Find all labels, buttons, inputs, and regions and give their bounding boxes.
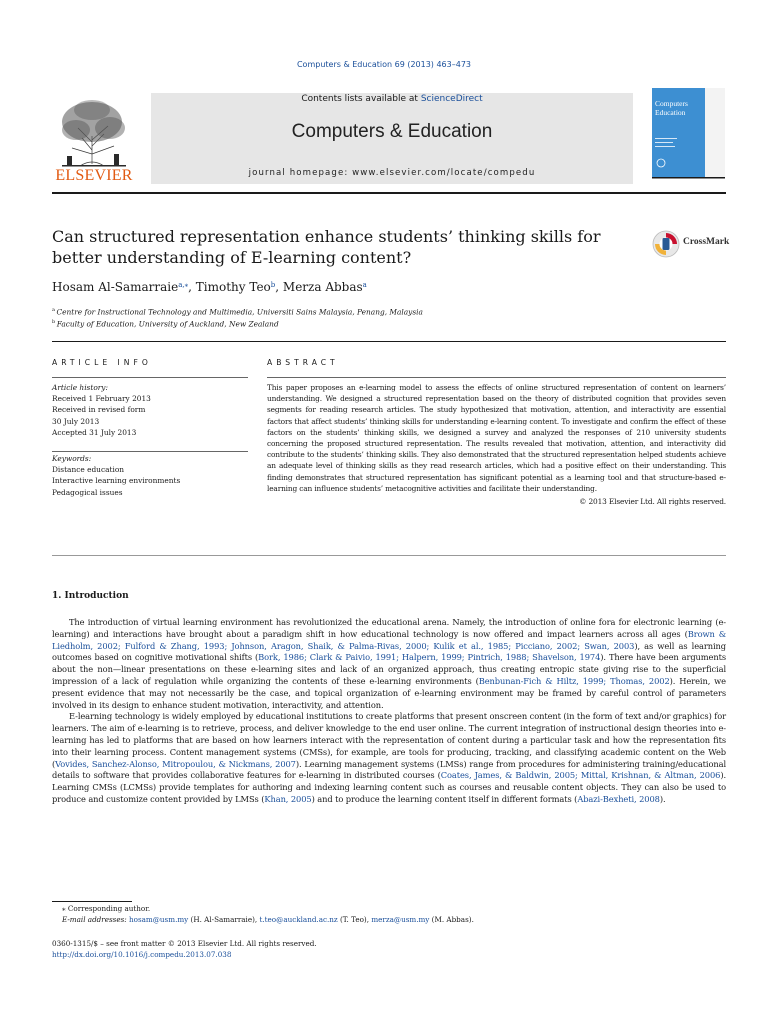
footnote-rule bbox=[52, 901, 132, 902]
citation-link[interactable]: Bork, 1986; Clark & Paivio, 1991; Halpern, 1999; Pintrich, 1988; Shavelson, 1974 bbox=[258, 652, 601, 663]
citation-link[interactable]: Vovides, Sanchez-Alonso, Mitropoulou, & Nickmans, 2007 bbox=[55, 758, 296, 769]
abstract-bottom-rule bbox=[52, 555, 726, 556]
paragraph-text: ), as well as learning outcomes based on cognitive motivational shifts ( bbox=[52, 640, 726, 663]
introduction-heading: 1. Introduction bbox=[52, 591, 129, 601]
abstract-heading: ABSTRACT bbox=[267, 358, 339, 367]
issn-line: 0360-1315/$ – see front matter © 2013 Elsevier Ltd. All rights reserved. bbox=[52, 939, 317, 948]
history-item: 30 July 2013 bbox=[52, 416, 100, 426]
affiliation-line: $^b$ Faculty of Education, University of Auckland, New Zealand bbox=[52, 319, 279, 329]
author-name: Hosam Al-Samarraie bbox=[52, 280, 179, 294]
footnotes bbox=[52, 904, 726, 925]
history-label: Article history: bbox=[52, 383, 108, 392]
history-item: Accepted 31 July 2013 bbox=[52, 427, 137, 437]
info-rule bbox=[52, 451, 248, 452]
keyword-item: Pedagogical issues bbox=[52, 487, 123, 497]
citation-link[interactable]: Khan, 2005 bbox=[264, 793, 312, 804]
doi-link[interactable]: http://dx.doi.org/10.1016/j.compedu.2013.07.038 bbox=[52, 949, 232, 959]
contents-prefix: Contents lists available at bbox=[301, 94, 421, 104]
keyword-item: Distance education bbox=[52, 465, 125, 475]
citation-link[interactable]: Benbunan-Fich & Hiltz, 1999; Thomas, 2002 bbox=[478, 675, 670, 686]
keywords bbox=[52, 453, 248, 498]
article-history bbox=[52, 382, 248, 438]
paragraph-text: The introduction of virtual learning environment has revolutionized the educational arena. Namely, the introduction of online fora for electronic learning (e-learning) and interactions have brought about a paradigm shift in how educational technology is now offered and impact learners across all ages ( bbox=[52, 617, 726, 639]
email-link[interactable]: hosam@usm.my bbox=[129, 914, 189, 924]
keywords-label: Keywords: bbox=[52, 454, 92, 463]
abstract-body: This paper proposes an e-learning model to assess the effects of online structured representation of content on learners’ understanding. We designed a structured representation based on the theory of distributed cognition that provides seven segments for reading research articles. The study hypothesized that motivation, attention, and interactivity are essential factors that affect students’ thinking skills for understanding e-learning content. To investigate and confirm the effect of these factors on the students’ thinking skills, we designed a survey and analyzed the responses of 210 university students concerning the proposed structured representation. The results revealed that motivation, attention, and interactivity did contribute to the students’ thinking skills. They also demonstrated that the structured representation helped students achieve an adequate level of thinking skills as they read research articles, which had a positive effect on their understanding. This finding demonstrates that structured representation has significant potential as a learning tool and that structure-based e-learning can influence students’ metacognitive activities and facilitate their understanding. bbox=[267, 383, 726, 493]
paragraph-text: ). Learning CMSs (LCMSs) provide templates for authoring and indexing learning content such as courses and reusable content objects. They can also be used to produce and customize content provided by LMSs ( bbox=[52, 770, 726, 804]
affiliations bbox=[52, 305, 652, 330]
crossmark-label[interactable]: CrossMark bbox=[683, 237, 730, 247]
history-item: Received 1 February 2013 bbox=[52, 394, 151, 404]
keyword-item: Interactive learning environments bbox=[52, 476, 181, 486]
cover-title-line2: Education bbox=[655, 108, 686, 117]
journal-title: Computers & Education bbox=[291, 121, 493, 142]
sciencedirect-link[interactable]: ScienceDirect bbox=[420, 94, 483, 104]
contents-line bbox=[151, 94, 633, 104]
abstract-rule bbox=[267, 377, 726, 378]
author-affiliation-mark[interactable]: a bbox=[362, 281, 367, 289]
author-list: Hosam Al-Samarraie$^{a,⁎}$, Timothy Teo$^b$, Merza Abbas$^a$ bbox=[52, 280, 367, 294]
abstract-copyright: © 2013 Elsevier Ltd. All rights reserved. bbox=[579, 497, 726, 507]
cover-title-line1: Computers bbox=[655, 99, 688, 108]
article-info-heading: ARTICLE INFO bbox=[52, 358, 152, 367]
corresponding-author-note: ⁎ Corresponding author. bbox=[62, 904, 151, 913]
paragraph-text: E-learning technology is widely employed by educational institutions to create platforms that present onscreen content (in the form of text and/or graphics) for learners. The aim of e-learning is to retrieve, process, and deliver knowledge to the end user online. The current integration of instructional design theories into e-learning has led to platforms that are based on how learners interact with the representation of content during a particular task and how the representation fits into their learning process. Content management systems (CMSs), for example, are tools for producing, tracking, and classifying academic content on the Web ( bbox=[52, 711, 726, 769]
author-affiliation-mark[interactable]: b bbox=[270, 281, 276, 289]
email-addresses: E-mail addresses: hosam@usm.my (H. Al-Samarraie), t.teo@auckland.ac.nz (T. Teo), merza@usm.my (M. Abbas). bbox=[62, 914, 474, 924]
author-name: Merza Abbas bbox=[282, 280, 363, 294]
affiliation-line: $^a$ Centre for Instructional Technology and Multimedia, Universiti Sains Malaysia, Penang, Malaysia bbox=[52, 307, 423, 317]
journal-citation[interactable]: Computers & Education 69 (2013) 463–473 bbox=[296, 60, 472, 69]
journal-header-band bbox=[151, 93, 633, 184]
citation-link[interactable]: Brown & Liedholm, 2002; Fulford & Zhang, 1993; Johnson, Aragon, Shaik, & Palma-Rivas, 2000; Kulik et al., 1985; Picciano, 2002; Swan, 2003 bbox=[52, 628, 726, 651]
front-matter bbox=[52, 939, 726, 960]
article-title: Can structured representation enhance students’ thinking skills for better understanding of E-learning content? bbox=[52, 227, 601, 267]
intro-paragraph-1 bbox=[52, 617, 726, 711]
history-item: Received in revised form bbox=[52, 405, 146, 415]
author-name: Timothy Teo bbox=[195, 280, 271, 294]
journal-cover-thumbnail bbox=[652, 88, 725, 180]
citation-link[interactable]: Coates, James, & Baldwin, 2005; Mittal, Krishnan, & Altman, 2006 bbox=[440, 770, 721, 781]
paragraph-text: ) and to produce the learning content itself in different formats ( bbox=[311, 793, 578, 804]
abstract-text bbox=[267, 382, 726, 507]
journal-homepage[interactable]: journal homepage: www.elsevier.com/locate/compedu bbox=[248, 168, 536, 178]
paragraph-text: ). Learning management systems (LMSs) range from procedures for administering training/educational details to software that provides collaborative features for e-learning in distributed courses ( bbox=[52, 758, 726, 781]
paragraph-text: ). There have been arguments about the non—linear presentations on these e-learning sites and lack of an organized approach, thus creating entropic state giving rise to the superficial impression of a lack of regulation while organizing the contents of these e-learning environments ( bbox=[52, 652, 726, 686]
elsevier-wordmark: ELSEVIER bbox=[55, 167, 133, 184]
section-rule bbox=[52, 341, 726, 342]
citation-link[interactable]: Abazi-Bexheti, 2008 bbox=[577, 793, 660, 804]
author-affiliation-mark[interactable]: a,⁎ bbox=[178, 281, 189, 289]
paragraph-text: ). Herein, we present evidence that may not necessarily be the case, and topical organization of e-learning environment may be framed by careful control of parameters involved in its design to enhance student motivation, interactivity, and attention. bbox=[52, 675, 726, 710]
email-link[interactable]: t.teo@auckland.ac.nz bbox=[259, 914, 338, 924]
paragraph-text: ). bbox=[659, 793, 666, 804]
info-rule bbox=[52, 377, 248, 378]
intro-paragraph-2 bbox=[52, 711, 726, 805]
email-link[interactable]: merza@usm.my bbox=[371, 914, 430, 924]
header-rule bbox=[52, 192, 726, 194]
introduction-body bbox=[52, 617, 726, 806]
